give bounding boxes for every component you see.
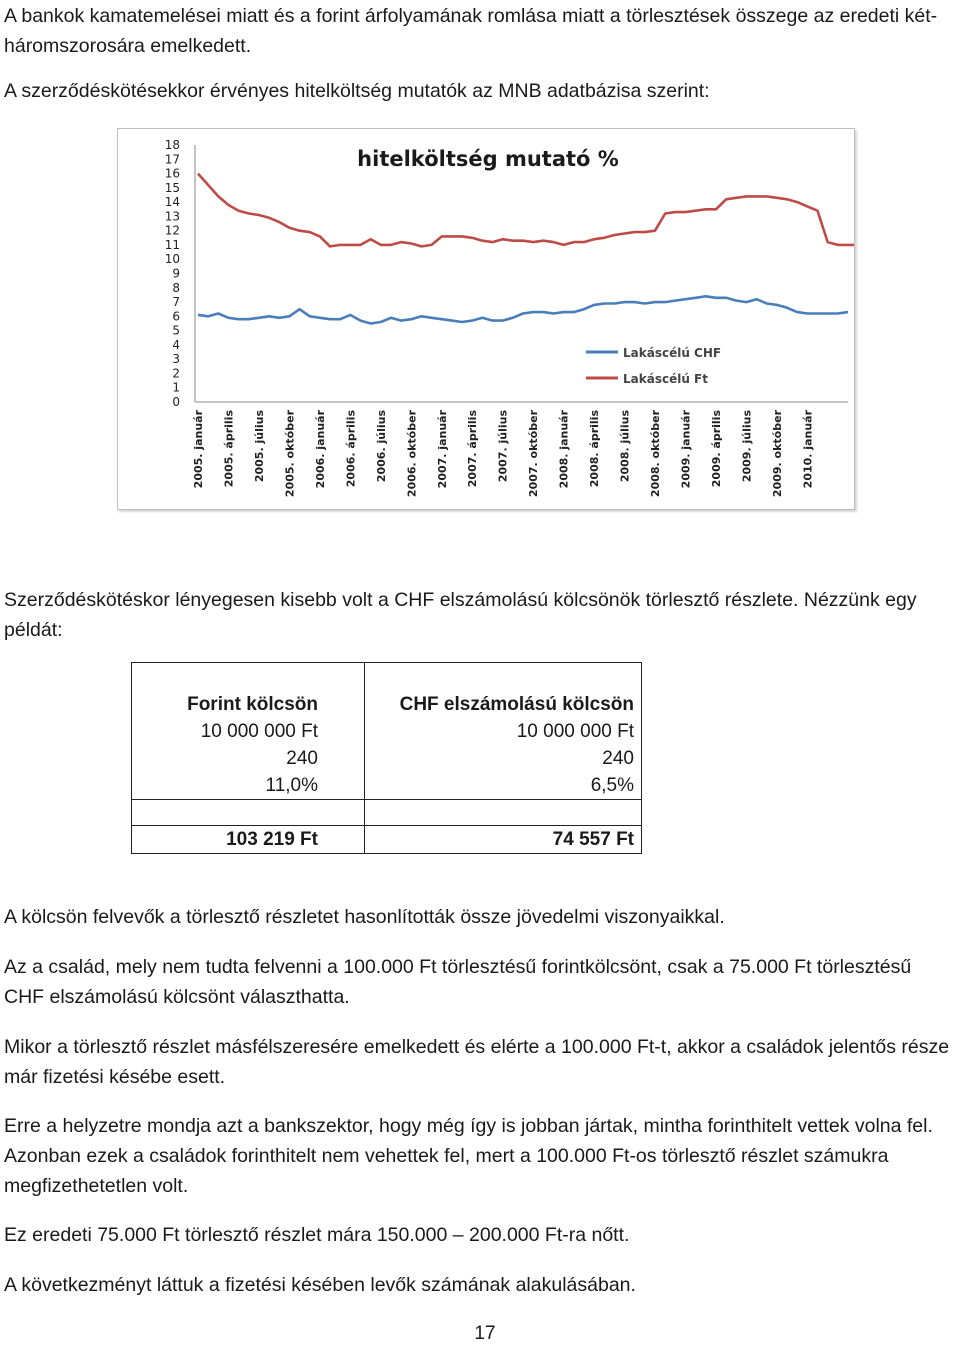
y-tick-label: 7: [172, 295, 180, 310]
x-tick-label: 2006. július: [374, 410, 388, 483]
y-tick-label: 14: [164, 195, 180, 210]
legend-label-chf: Lakáscélú CHF: [623, 346, 722, 360]
row-term-forint: 240: [286, 748, 318, 769]
x-tick-label: 2007. július: [496, 410, 510, 483]
delinquency-paragraph: Mikor a törlesztő részlet másfélszeresére emelkedett és elérte a 100.000 Ft-t, akkor a családok jelentős része már fizetési késébe esett.: [4, 1036, 950, 1088]
x-tick-label: 2007. április: [466, 410, 480, 488]
header-forint: Forint kölcsön: [187, 694, 318, 715]
y-tick-label: 15: [164, 180, 180, 195]
increase-paragraph: Ez eredeti 75.000 Ft törlesztő részlet mára 150.000 – 200.000 Ft-ra nőtt.: [4, 1224, 630, 1246]
y-tick-labels: [165, 138, 180, 409]
header-chf: CHF elszámolású kölcsön: [399, 694, 634, 715]
y-tick-label: 11: [164, 237, 180, 252]
y-tick-label: 10: [164, 252, 180, 267]
y-tick-label: 1: [172, 380, 180, 395]
intro-paragraph: A bankok kamatemelései miatt és a forint árfolyamának romlása miatt a törlesztések összege az eredeti két-háromszorosára emelkedett.: [4, 5, 938, 57]
chart-title: hitelköltség mutató %: [357, 147, 619, 171]
x-tick-label: 2010. január: [801, 410, 815, 489]
consequence-paragraph: A következményt láttuk a fizetési késében levők számának alakulásában.: [4, 1274, 636, 1296]
y-tick-label: 18: [164, 138, 180, 152]
x-tick-label: 2009. július: [740, 410, 754, 483]
series-lines: [198, 174, 854, 324]
line-chart: [118, 129, 854, 509]
x-tick-label: 2006. október: [405, 410, 419, 498]
y-tick-label: 16: [164, 166, 180, 181]
series-line-ft: [198, 174, 854, 251]
x-tick-labels: [192, 409, 814, 497]
y-tick-label: 9: [172, 266, 180, 281]
legend: [586, 346, 721, 386]
y-tick-label: 2: [172, 366, 180, 381]
x-tick-label: 2005. január: [192, 410, 205, 489]
series-line-chf: [198, 296, 848, 323]
page-number: 17: [474, 1323, 496, 1344]
y-tick-label: 6: [172, 309, 180, 324]
loan-comparison-table: [131, 662, 642, 854]
x-tick-label: 2009. április: [709, 410, 723, 488]
chart-intro-paragraph: A szerződéskötésekkor érvényes hitelköltség mutatók az MNB adatbázisa szerint:: [4, 80, 710, 102]
row-term-chf: 240: [602, 748, 634, 769]
y-tick-label: 5: [172, 323, 180, 338]
x-tick-label: 2009. január: [679, 410, 693, 489]
chart-container: [117, 128, 855, 510]
x-tick-label: 2007. január: [435, 410, 449, 489]
row-amount-forint: 10 000 000 Ft: [200, 721, 318, 742]
row-installment-chf: 74 557 Ft: [552, 829, 634, 850]
y-tick-label: 13: [164, 209, 180, 224]
x-tick-label: 2006. január: [313, 410, 327, 489]
x-tick-label: 2008. július: [618, 410, 632, 483]
row-installment-forint: 103 219 Ft: [226, 829, 318, 850]
row-amount-chf: 10 000 000 Ft: [516, 721, 634, 742]
banksector-paragraph: Erre a helyzetre mondja azt a bankszektor, hogy még így is jobban jártak, mintha forinthitelt vettek volna fel. Azonban ezek a családok forinthitelt nem vehettek fel, mert a 100.000 Ft-os törlesztő részlet számukra megfizethetetlen volt.: [4, 1115, 933, 1197]
y-tick-label: 0: [172, 395, 180, 409]
x-tick-label: 2007. október: [527, 410, 541, 498]
y-tick-label: 12: [164, 223, 180, 238]
table-rule-top: [132, 799, 641, 800]
x-tick-label: 2008. október: [649, 410, 663, 498]
x-tick-label: 2008. január: [557, 410, 571, 489]
income-paragraph: A kölcsön felvevők a törlesztő részletet hasonlították össze jövedelmi viszonyaikkal.: [4, 906, 725, 928]
x-tick-label: 2005. október: [283, 410, 297, 498]
x-tick-label: 2008. április: [588, 410, 602, 488]
x-tick-label: 2005. július: [252, 410, 266, 483]
example-paragraph: Szerződéskötéskor lényegesen kisebb volt a CHF elszámolású kölcsönök törlesztő részlete. Nézzünk egy példát:: [4, 589, 917, 641]
table-rule-bottom: [132, 825, 641, 826]
x-tick-label: 2005. április: [222, 410, 236, 488]
y-tick-label: 17: [164, 152, 180, 167]
x-tick-label: 2006. április: [344, 410, 358, 488]
family-paragraph: Az a család, mely nem tudta felvenni a 100.000 Ft törlesztésű forintkölcsönt, csak a 75.000 Ft törlesztésű CHF elszámolású kölcsönt választhatta.: [4, 956, 912, 1008]
y-tick-label: 4: [172, 337, 180, 352]
y-tick-label: 3: [172, 352, 180, 367]
row-rate-forint: 11,0%: [265, 775, 318, 796]
x-tick-label: 2009. október: [770, 410, 784, 498]
y-tick-label: 8: [172, 280, 180, 295]
row-rate-chf: 6,5%: [590, 775, 634, 796]
legend-label-ft: Lakáscélú Ft: [623, 372, 708, 386]
